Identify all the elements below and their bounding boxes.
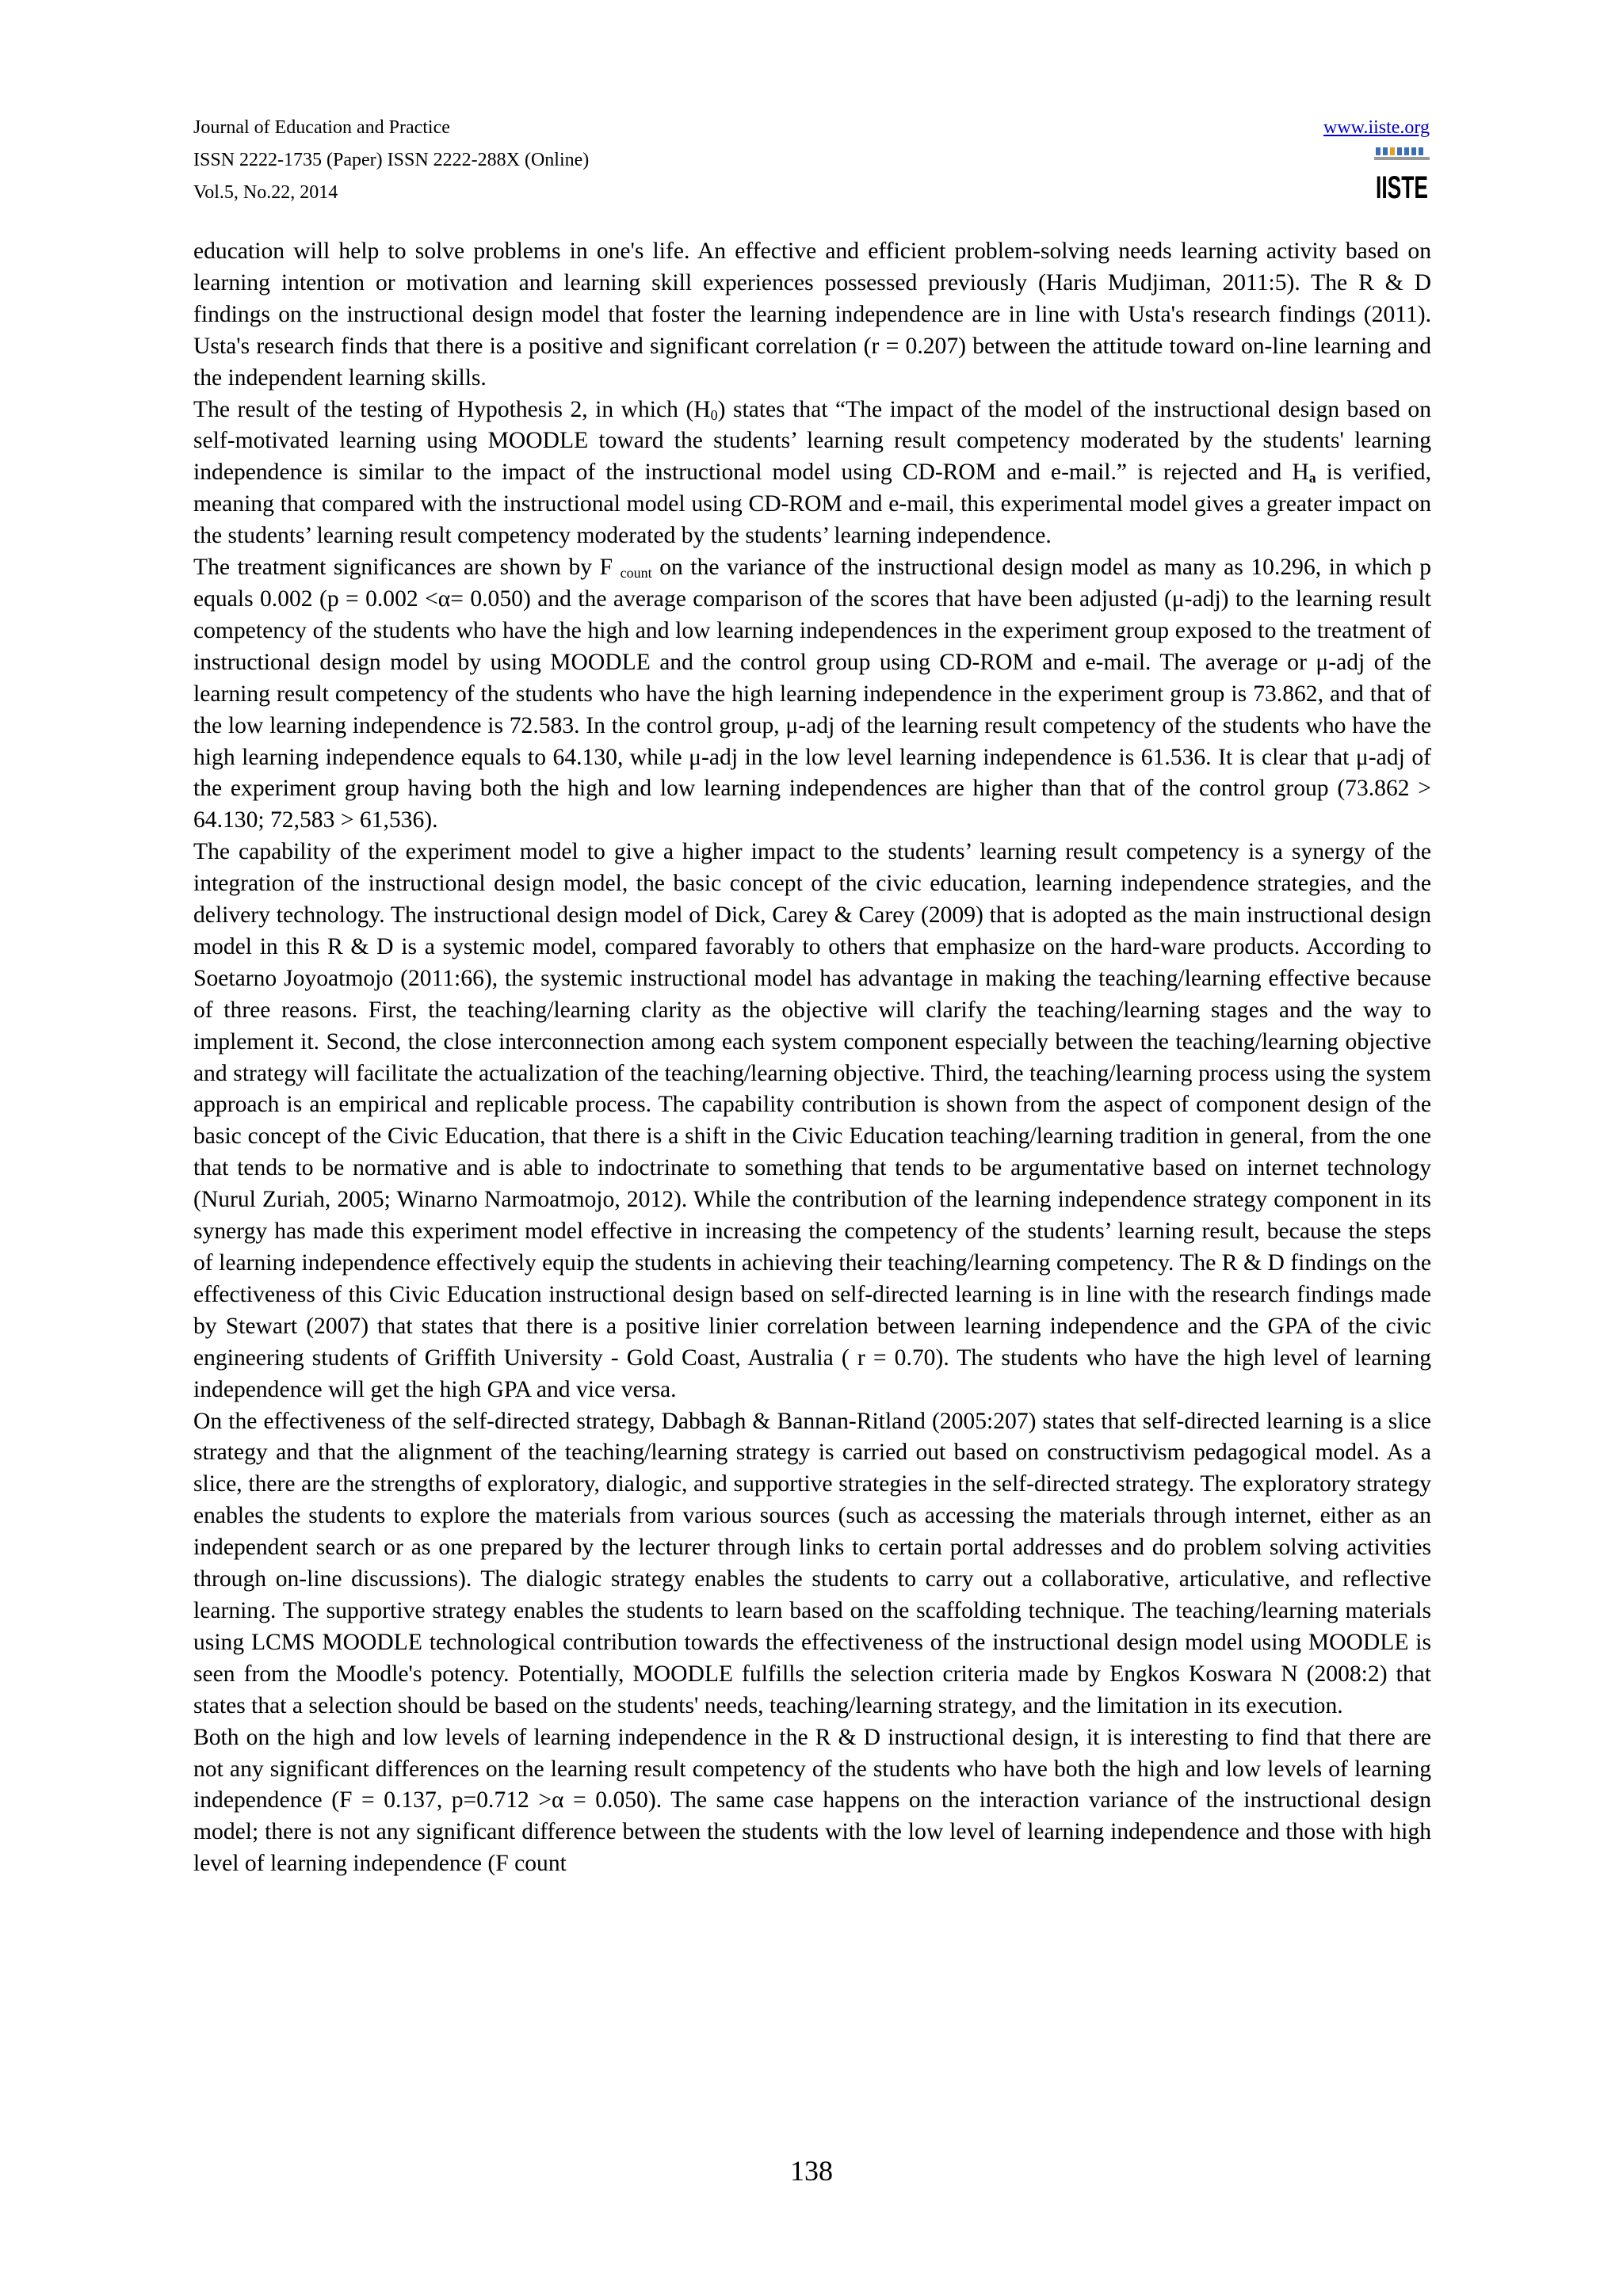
paragraph: The capability of the experiment model to give a higher impact to the students’ learning result competency is a synergy of the integration of the instructional design model, the basic concept of the civic education, learning independence strategies, and the delivery technology. The instructional design model of Dick, Carey & Carey (2009) that is adopted as the main instructional design model in this R & D is a systemic model, compared favorably to others that emphasize on the hard-ware products. According to Soetarno Joyoatmojo (2011:66), the systemic instructional model has advantage in making the teaching/learning effective because of three reasons. First, the teaching/learning clarity as the objective will clarify the teaching/learning stages and the way to implement it. Second, the close interconnection among each system component especially between the teaching/learning objective and strategy will facilitate the actualization of the teaching/learning objective. Third, the teaching/learning process using the system approach is an empirical and replicable process. The capability contribution is shown from the aspect of component design of the basic concept of the Civic Education, that there is a shift in the Civic Education teaching/learning tradition in general, from the one that tends to be normative and is able to indoctrinate to something that tends to be argumentative based on internet technology (Nurul Zuriah, 2005; Winarno Narmoatmojo, 2012). While the contribution of the learning independence strategy component in its synergy has made this experiment model effective in increasing the competency of the students’ learning result, because the steps of learning independence effectively equip the students in achieving their teaching/learning competency. The R & D findings on the effectiveness of this Civic Education instructional design based on self-directed learning is in line with the research findings made by Stewart (2007) that states that there is a positive linier correlation between learning independence and the GPA of the civic engineering students of Griffith University - Gold Coast, Australia ( r = 0.70). The students who have the high level of learning independence will get the high GPA and vice versa. (193, 839, 1431, 1402)
journal-url-link[interactable]: www.iiste.org (1323, 117, 1430, 138)
paragraph: On the effectiveness of the self-directed strategy, Dabbagh & Bannan-Ritland (2005:207) states that self-directed learning is a slice strategy and that the alignment of the teaching/learning strategy is carried out based on constructivism pedagogical model. As a slice, there are the strengths of exploratory, dialogic, and supportive strategies in the self-directed strategy. The exploratory strategy enables the students to explore the materials from various sources (such as accessing the materials through internet, either as an independent search or as one prepared by the lecturer through links to certain portal addresses and do problem solving activities through on-line discussions). The dialogic strategy enables the students to carry out a collaborative, articulative, and reflective learning. The supportive strategy enables the students to learn based on the scaffolding technique. The teaching/learning materials using LCMS MOODLE technological contribution towards the effectiveness of the instructional design model using MOODLE is seen from the Moodle's potency. Potentially, MOODLE fulfills the selection criteria made by Engkos Koswara N (2008:2) that states that a selection should be based on the students' needs, teaching/learning strategy, and the limitation in its execution. (193, 1408, 1431, 1718)
journal-title: Journal of Education and Practice (193, 117, 450, 138)
svg-text:IISTE: IISTE (1376, 170, 1428, 205)
paragraph: The treatment significances are shown by F $_{count}$ on the variance of the instructional design model as many as 10.296, in which p equals 0.002 (p = 0.002 <α= 0.050) and the average comparison of the scores that have been adjusted (μ-adj) to the learning result competency of the students who have the high and low learning independences in the experiment group exposed to the treatment of instructional design model by using MOODLE and the control group using CD-ROM and e-mail. The average or μ-adj of the learning result competency of the students who have the high learning independence in the experiment group is 73.862, and that of the low learning independence is 72.583. In the control group, μ-adj of the learning result competency of the students who have the high learning independence equals to 64.130, while μ-adj in the low level learning independence is 61.536. It is clear that μ-adj of the experiment group having both the high and low learning independences are higher than that of the control group (73.862 > 64.130; 72,583 > 61,536). (193, 555, 1431, 833)
issn-line: ISSN 2222-1735 (Paper) ISSN 2222-288X (Online) (193, 150, 590, 170)
paragraph: Both on the high and low levels of learning independence in the R & D instructional design, it is interesting to find that there are not any significant differences on the learning result competency of the students who have both the high and low levels of learning independence (F = 0.137, p=0.712 >α = 0.050). The same case happens on the interaction variance of the instructional design model; there is not any significant difference between the students with the low level of learning independence and those with high level of learning independence (F count (193, 1724, 1431, 1877)
article-body (193, 236, 1431, 1880)
volume-issue: Vol.5, No.22, 2014 (193, 182, 338, 203)
paragraph: The result of the testing of Hypothesis 2, in which $(H_0)$ states that “The impact of the model of the instructional design based on self-motivated learning using MOODLE toward the students’ learning result competency moderated by the students' learning independence is similar to the impact of the instructional model using CD-ROM and e-mail.” is rejected and $H_a$ is verified, meaning that compared with the instructional model using CD-ROM and e-mail, this experimental model gives a greater impact on the students’ learning result competency moderated by the students’ learning independence. (193, 396, 1432, 549)
paragraph: education will help to solve problems in one's life. An effective and efficient problem-solving needs learning activity based on learning intention or motivation and learning skill experiences possessed previously (Haris Mudjiman, 2011:5). The R & D findings on the instructional design model that foster the learning independence are in line with Usta's research findings (2011). Usta's research finds that there is a positive and significant correlation (r = 0.207) between the attitude toward on-line learning and the independent learning skills. (193, 238, 1431, 391)
page-header (193, 111, 1430, 214)
page-number: 138 (790, 2155, 833, 2187)
iiste-logo (1374, 146, 1430, 203)
